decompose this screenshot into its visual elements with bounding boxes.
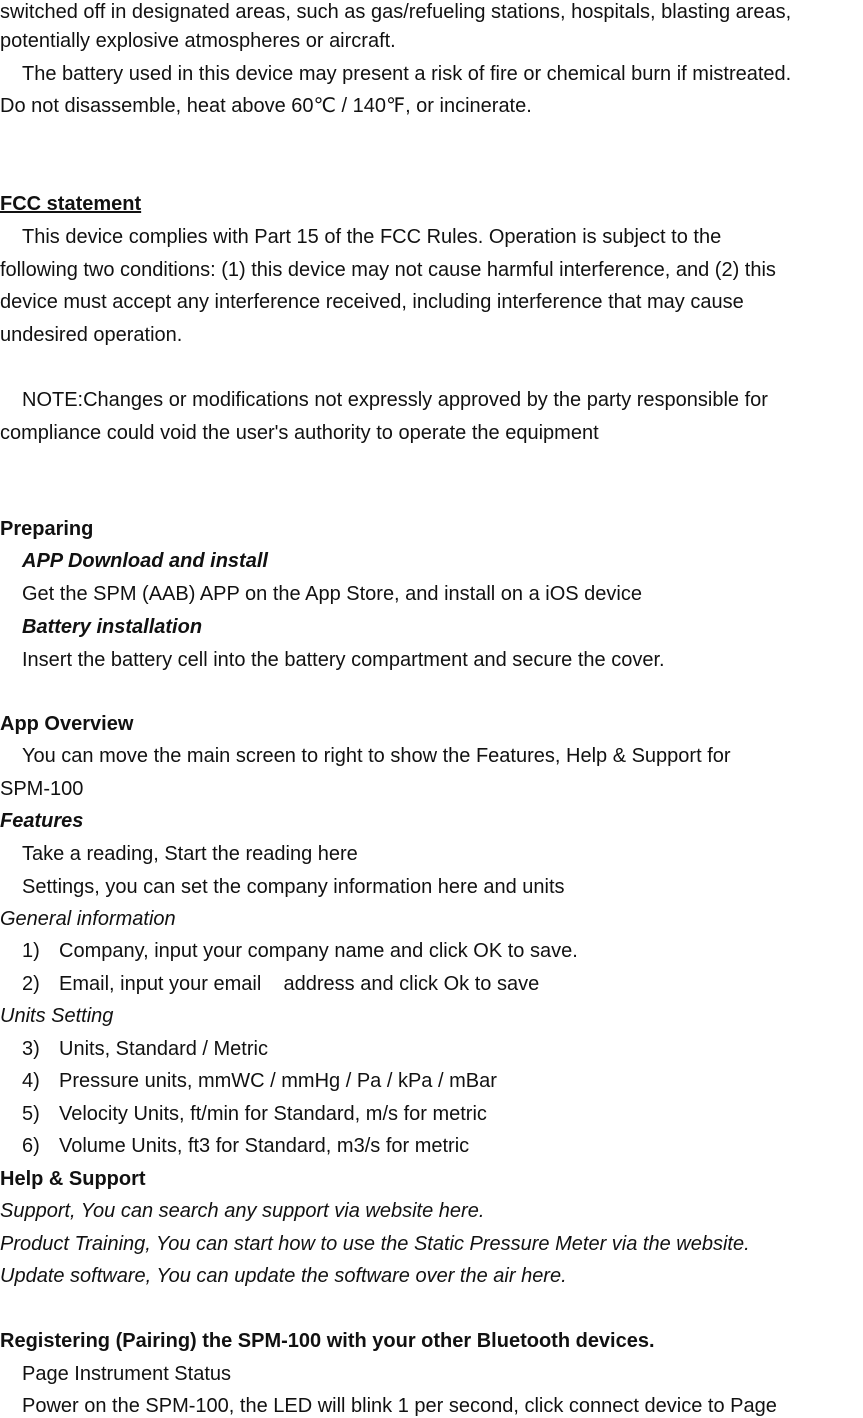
help-support-item: Support, You can search any support via website here. [0, 1200, 485, 1222]
feature-item: Take a reading, Start the reading here [22, 843, 358, 865]
units-item [22, 1069, 497, 1093]
help-support-item: Product Training, You can start how to use the Static Pressure Meter via the website. [0, 1233, 750, 1255]
app-overview-text-line: You can move the main screen to right to show the Features, Help & Support for [22, 745, 731, 767]
list-text: Company, input your company name and click OK to save. [59, 940, 578, 962]
fcc-paragraph-line: following two conditions: (1) this device may not cause harmful interference, and (2) this [0, 259, 776, 281]
list-number: 3) [22, 1038, 40, 1060]
app-download-heading: APP Download and install [22, 550, 268, 572]
fcc-paragraph-line: device must accept any interference received, including interference that may cause [0, 291, 744, 313]
list-number: 1) [22, 940, 40, 962]
app-overview-heading: App Overview [0, 713, 134, 735]
units-item [22, 1037, 268, 1061]
app-overview-text-line: SPM-100 [0, 778, 84, 800]
feature-item: Settings, you can set the company information here and units [22, 876, 565, 898]
help-support-heading: Help & Support [0, 1168, 146, 1190]
fcc-heading: FCC statement [0, 193, 142, 215]
list-text: Units, Standard / Metric [59, 1038, 268, 1060]
list-number: 4) [22, 1070, 40, 1092]
list-text: Email, input your email address and click Ok to save [59, 973, 540, 995]
battery-installation-text: Insert the battery cell into the battery compartment and secure the cover. [22, 649, 665, 671]
list-text: Velocity Units, ft/min for Standard, m/s for metric [59, 1103, 487, 1125]
fcc-paragraph-line: This device complies with Part 15 of the FCC Rules. Operation is subject to the [22, 226, 722, 248]
preparing-heading: Preparing [0, 518, 94, 540]
general-item [22, 939, 578, 963]
fcc-note-line: compliance could void the user's authority to operate the equipment [0, 422, 599, 444]
registering-text-line: Page Instrument Status [22, 1363, 232, 1385]
safety-text-line: switched off in designated areas, such as gas/refueling stations, hospitals, blasting areas, [0, 1, 792, 23]
units-item [22, 1134, 469, 1158]
fcc-paragraph-line: undesired operation. [0, 324, 183, 346]
list-number: 6) [22, 1135, 40, 1157]
safety-text-line: potentially explosive atmospheres or aircraft. [0, 30, 396, 52]
registering-heading: Registering (Pairing) the SPM-100 with your other Bluetooth devices. [0, 1330, 655, 1352]
units-setting-heading: Units Setting [0, 1005, 114, 1027]
features-heading: Features [0, 810, 84, 832]
app-download-text: Get the SPM (AAB) APP on the App Store, and install on a iOS device [22, 583, 642, 605]
list-text: Volume Units, ft3 for Standard, m3/s for metric [59, 1135, 470, 1157]
general-information-heading: General information [0, 908, 176, 930]
list-number: 5) [22, 1103, 40, 1125]
list-number: 2) [22, 973, 40, 995]
fcc-note-line: NOTE:Changes or modifications not expressly approved by the party responsible for [22, 389, 768, 411]
help-support-item: Update software, You can update the software over the air here. [0, 1265, 567, 1287]
units-item [22, 1102, 487, 1126]
battery-installation-heading: Battery installation [22, 616, 203, 638]
registering-text-line: Power on the SPM-100, the LED will blink 1 per second, click connect device to Page [22, 1395, 777, 1417]
battery-warning-line: Do not disassemble, heat above 60℃ / 140℉, or incinerate. [0, 95, 532, 117]
general-item [22, 972, 539, 996]
list-text: Pressure units, mmWC / mmHg / Pa / kPa / mBar [59, 1070, 497, 1092]
battery-warning-line: The battery used in this device may present a risk of fire or chemical burn if mistreated. [22, 63, 792, 85]
